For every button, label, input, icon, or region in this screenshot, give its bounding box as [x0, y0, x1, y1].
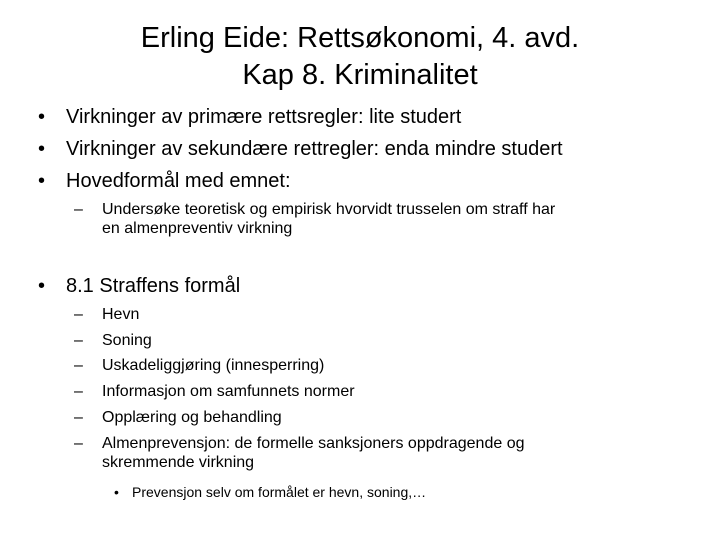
section-heading: 8.1 Straffens formål [66, 275, 241, 297]
sub-item-line-2: en almenpreventiv virkning [102, 220, 293, 237]
dash-item [74, 331, 152, 350]
bullet-text: Virkninger av primære rettsregler: lite studert [66, 106, 462, 128]
dash-marker: – [74, 409, 83, 426]
sub-item-text [102, 200, 555, 238]
bullet-marker: • [38, 106, 46, 128]
sub-item [74, 200, 555, 238]
dash-item-line-2: skremmende virkning [102, 454, 255, 471]
dash-marker: – [74, 357, 83, 374]
bullet-marker: • [38, 138, 46, 160]
sub-sub-item-text: Prevensjon selv om formålet er hevn, soning,… [132, 484, 427, 500]
dash-item-text: Soning [102, 332, 152, 349]
dash-item [74, 305, 139, 324]
dash-item-text: Uskadeliggjøring (innesperring) [102, 357, 325, 374]
dash-item [74, 434, 524, 472]
dash-item [74, 382, 355, 401]
dash-item-text [102, 434, 524, 472]
dash-item [74, 356, 324, 375]
bullet-item-section-heading [38, 273, 240, 299]
dash-marker: – [74, 306, 83, 323]
title-line-2: Kap 8. Kriminalitet [242, 59, 478, 91]
sub-sub-item [114, 484, 426, 501]
title-line-1: Erling Eide: Rettsøkonomi, 4. avd. [140, 22, 580, 54]
dash-item-text: Opplæring og behandling [102, 409, 282, 426]
bullet-item [38, 104, 461, 130]
dash-marker: – [74, 332, 83, 349]
sub-item-line-1: Undersøke teoretisk og empirisk hvorvidt trusselen om straff har [102, 201, 556, 218]
bullet-text: Hovedformål med emnet: [66, 170, 291, 192]
dash-item-text: Informasjon om samfunnets normer [102, 383, 355, 400]
dash-marker: – [74, 201, 83, 218]
bullet-marker: • [38, 170, 46, 192]
dash-item-text: Hevn [102, 306, 140, 323]
bullet-marker: • [38, 275, 46, 297]
bullet-marker: • [114, 484, 119, 500]
dash-item-line-1: Almenprevensjon: de formelle sanksjoners oppdragende og [102, 435, 525, 452]
bullet-item [38, 168, 291, 194]
dash-marker: – [74, 435, 83, 452]
dash-item [74, 408, 282, 427]
bullet-text: Virkninger av sekundære rettregler: enda mindre studert [66, 138, 563, 160]
dash-marker: – [74, 383, 83, 400]
bullet-item [38, 136, 563, 162]
